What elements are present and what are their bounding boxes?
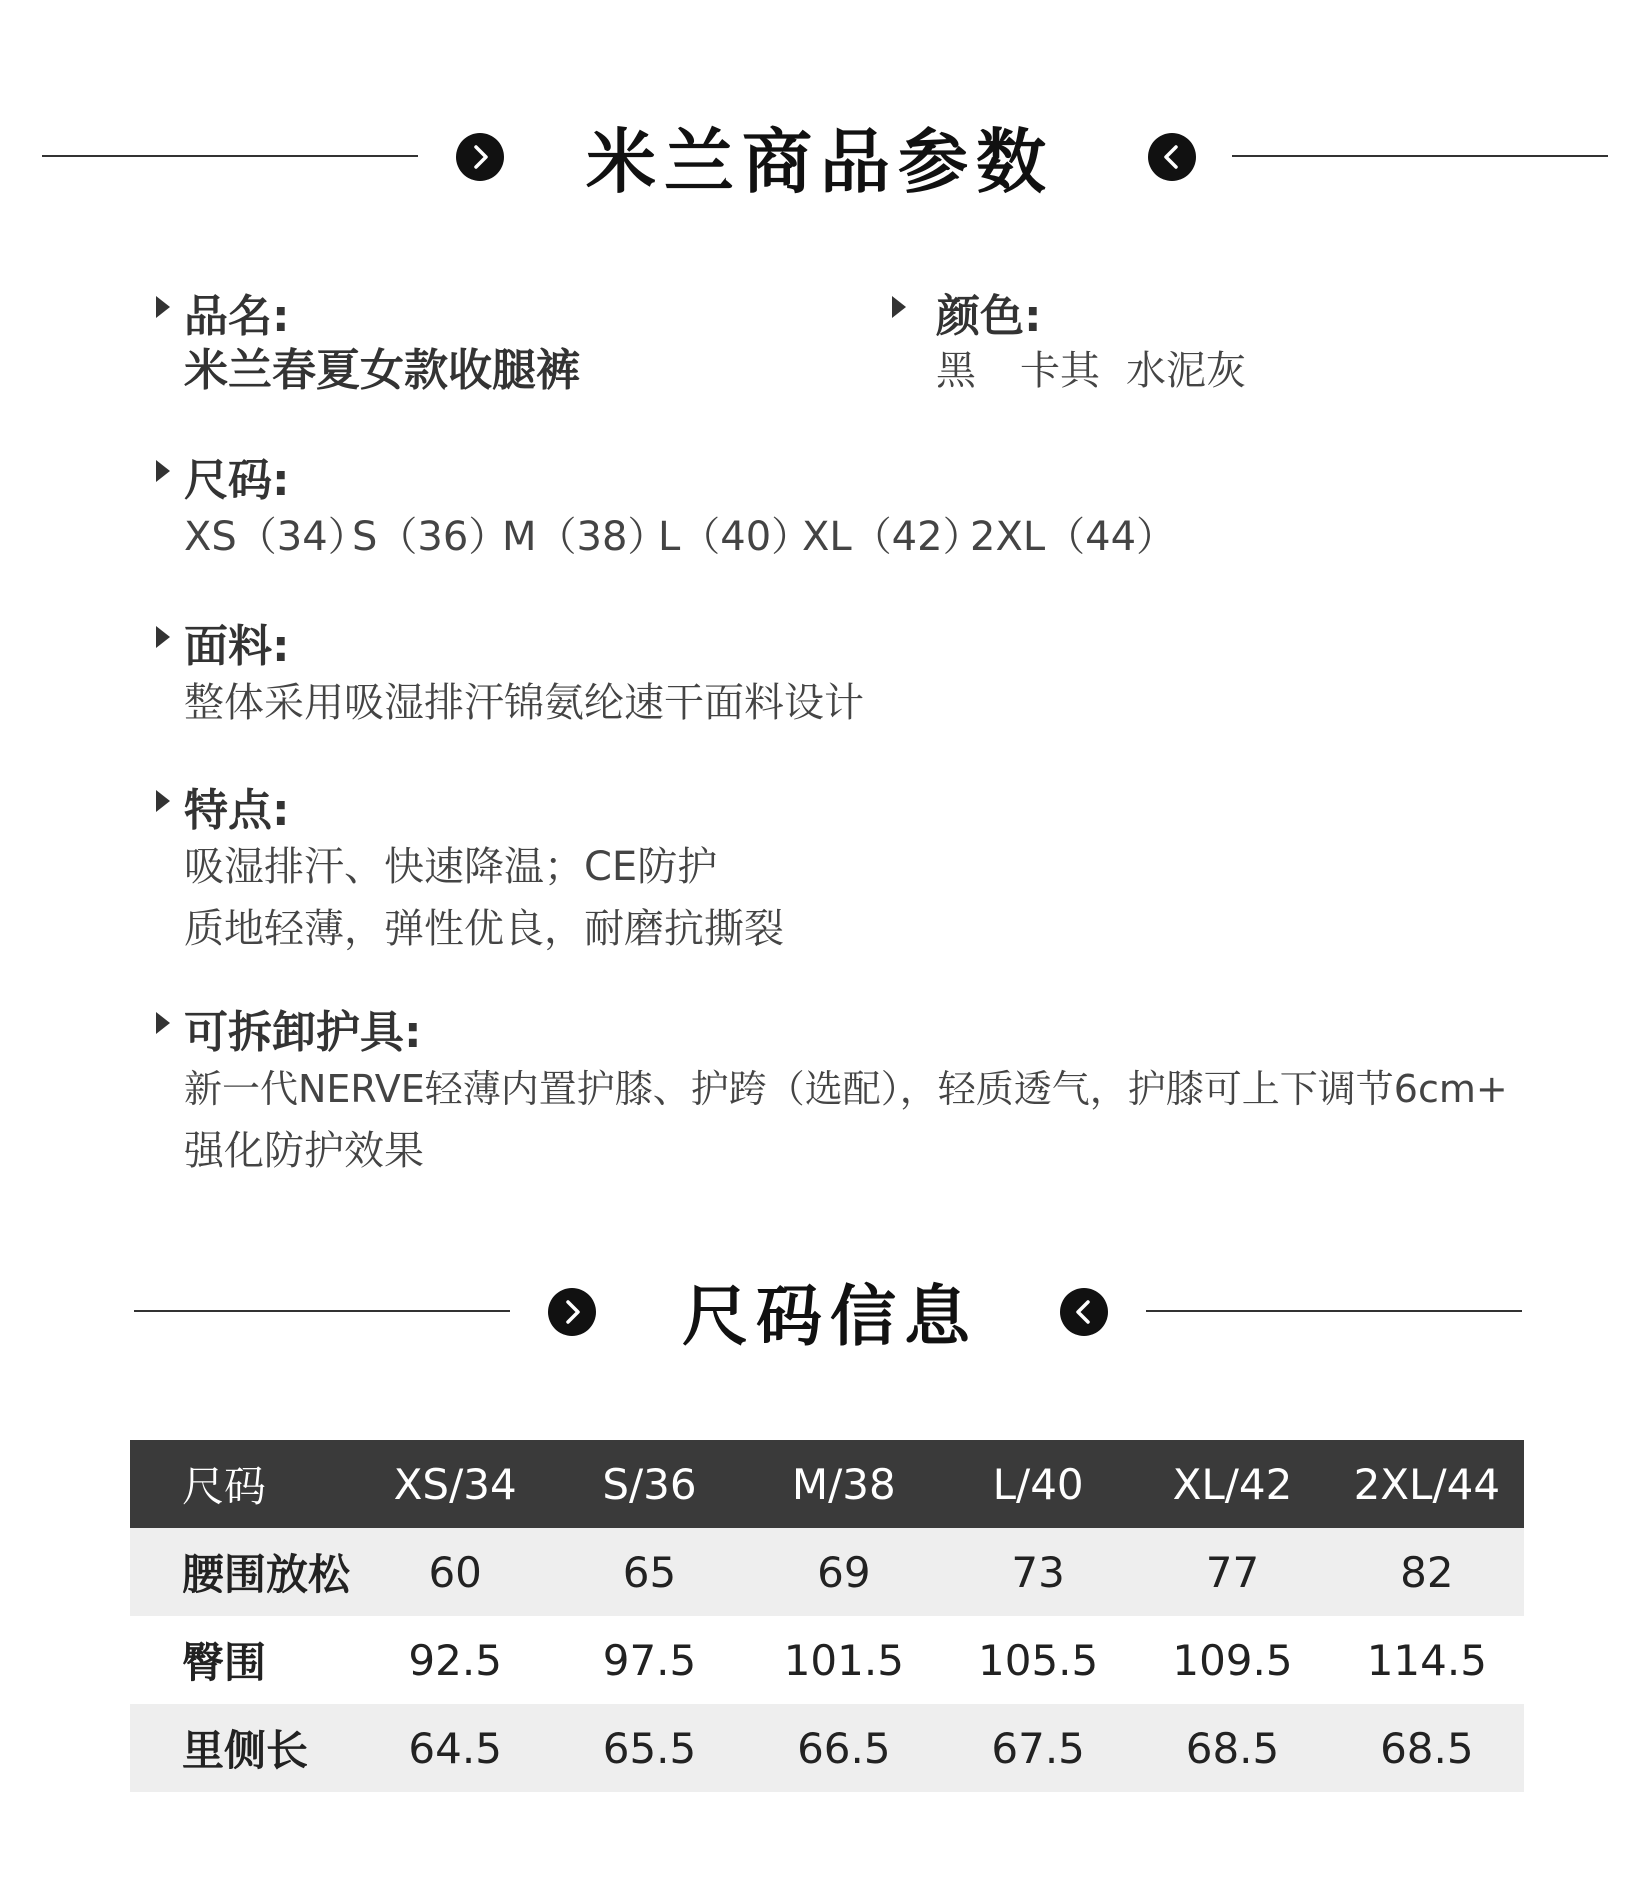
chevron-left-icon — [1060, 1288, 1108, 1336]
table-cell: 65.5 — [552, 1704, 746, 1792]
bullet-triangle-icon — [156, 626, 170, 648]
param-label-fabric: 面料: — [184, 621, 290, 672]
bullet-triangle-icon — [156, 296, 170, 318]
table-cell: 68.5 — [1330, 1704, 1524, 1792]
param-value-features-0: 吸湿排汗、快速降温；CE防护 — [184, 844, 718, 890]
table-row-label: 里侧长 — [130, 1704, 358, 1792]
param-value-protector-1: 强化防护效果 — [184, 1128, 424, 1174]
size-table — [130, 1440, 1524, 1792]
table-header-row — [130, 1440, 1524, 1528]
param-value-color-2: 水泥灰 — [1126, 348, 1246, 394]
param-value-size-3: L（40） — [658, 514, 812, 560]
table-row-label: 腰围放松 — [130, 1528, 358, 1616]
param-label-size: 尺码: — [184, 455, 290, 506]
table-cell: 77 — [1135, 1528, 1329, 1616]
table-header-cell: XL/42 — [1135, 1440, 1329, 1528]
param-label-protector: 可拆卸护具: — [184, 1007, 422, 1058]
param-label-features: 特点: — [184, 785, 290, 836]
param-value-color-1: 卡其 — [1020, 348, 1100, 394]
table-cell: 65 — [552, 1528, 746, 1616]
table-cell: 68.5 — [1135, 1704, 1329, 1792]
table-cell: 105.5 — [941, 1616, 1135, 1704]
bullet-triangle-icon — [156, 460, 170, 482]
table-cell: 114.5 — [1330, 1616, 1524, 1704]
param-value-fabric: 整体采用吸湿排汗锦氨纶速干面料设计 — [184, 680, 864, 726]
param-value-size-4: XL（42） — [802, 514, 983, 560]
divider-line-right — [1232, 155, 1608, 157]
param-label-name: 品名: — [184, 291, 290, 342]
chevron-right-icon — [456, 133, 504, 181]
bullet-triangle-icon — [156, 1012, 170, 1034]
param-value-name: 米兰春夏女款收腿裤 — [184, 345, 580, 396]
table-cell: 109.5 — [1135, 1616, 1329, 1704]
param-label-color: 颜色: — [936, 291, 1042, 342]
table-cell: 92.5 — [358, 1616, 552, 1704]
table-cell: 66.5 — [747, 1704, 941, 1792]
divider-line-left — [134, 1310, 510, 1312]
table-header-cell: S/36 — [552, 1440, 746, 1528]
table-header-cell: 尺码 — [130, 1440, 358, 1528]
table-cell: 101.5 — [747, 1616, 941, 1704]
bullet-triangle-icon — [156, 790, 170, 812]
section-title-size: 尺码信息 — [682, 1278, 978, 1355]
table-cell: 69 — [747, 1528, 941, 1616]
table-row — [130, 1616, 1524, 1704]
table-cell: 97.5 — [552, 1616, 746, 1704]
bullet-triangle-icon — [892, 296, 906, 318]
param-value-size-2: M（38） — [502, 514, 668, 560]
param-value-size-5: 2XL（44） — [970, 514, 1177, 560]
param-value-size-0: XS（34） — [184, 514, 368, 560]
table-row — [130, 1528, 1524, 1616]
table-header-cell: 2XL/44 — [1330, 1440, 1524, 1528]
table-cell: 67.5 — [941, 1704, 1135, 1792]
chevron-left-icon — [1148, 133, 1196, 181]
param-value-protector-0: 新一代NERVE轻薄内置护膝、护跨（选配），轻质透气，护膝可上下调节6cm+ — [184, 1067, 1508, 1111]
section-title-params: 米兰商品参数 — [586, 121, 1054, 203]
table-cell: 73 — [941, 1528, 1135, 1616]
table-cell: 60 — [358, 1528, 552, 1616]
table-header-cell: XS/34 — [358, 1440, 552, 1528]
table-header-cell: M/38 — [747, 1440, 941, 1528]
table-header-cell: L/40 — [941, 1440, 1135, 1528]
param-value-features-1: 质地轻薄，弹性优良，耐磨抗撕裂 — [184, 906, 784, 952]
divider-line-right — [1146, 1310, 1522, 1312]
table-cell: 82 — [1330, 1528, 1524, 1616]
table-cell: 64.5 — [358, 1704, 552, 1792]
table-row-label: 臀围 — [130, 1616, 358, 1704]
chevron-right-icon — [548, 1288, 596, 1336]
param-value-size-1: S（36） — [352, 514, 509, 560]
table-row — [130, 1704, 1524, 1792]
divider-line-left — [42, 155, 418, 157]
param-value-color-0: 黑 — [936, 348, 976, 394]
